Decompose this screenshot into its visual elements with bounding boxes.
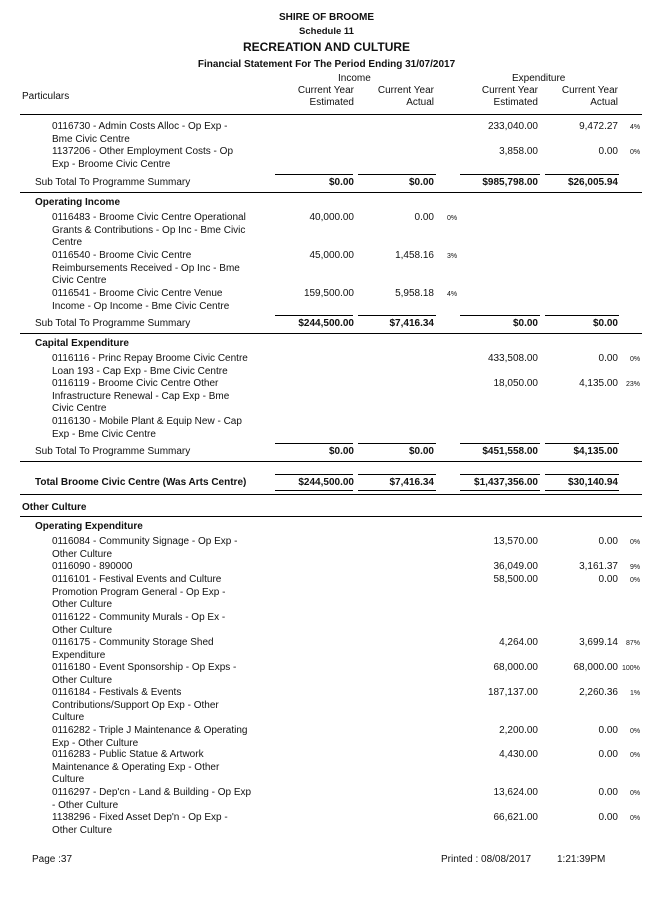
line-item: 0116541 - Broome Civic Centre Venue Income - Op Income - Bme Civic Centre <box>52 288 230 312</box>
subtotal-inc-act: $0.00 <box>408 446 434 457</box>
exp-actual: 3,161.37 <box>579 561 618 572</box>
total-rule <box>275 474 353 475</box>
line-item: 0116084 - Community Signage - Op Exp - Other Culture <box>52 536 238 560</box>
subtotal-rule <box>358 174 436 175</box>
page-number: Page :37 <box>32 854 73 865</box>
section-divider <box>20 494 642 495</box>
line-item: 0116130 - Mobile Plant & Equip New - Cap Exp - Bme Civic Centre <box>52 416 242 440</box>
total-label: Total Broome Civic Centre (Was Arts Centre) <box>35 477 247 488</box>
subtotal-label: Sub Total To Programme Summary <box>35 177 191 188</box>
section-heading: Capital Expenditure <box>35 338 129 349</box>
subtotal-rule <box>275 443 353 444</box>
subtotal-exp-act: $4,135.00 <box>573 446 618 457</box>
subtotal-label: Sub Total To Programme Summary <box>35 446 191 457</box>
exp-actual: 4,135.00 <box>579 378 618 389</box>
exp-actual: 68,000.00 <box>573 662 618 673</box>
line-item: 0116184 - Festivals & Events Contributions/Support Op Exp - Other Culture <box>52 687 219 723</box>
total-exp-act: $30,140.94 <box>567 477 618 488</box>
line-item: 0116180 - Event Sponsorship - Op Exps - Other Culture <box>52 662 237 686</box>
exp-percent: 0% <box>630 815 641 822</box>
inc-actual: 1,458.16 <box>395 250 434 261</box>
line-item: 0116730 - Admin Costs Alloc - Op Exp - Bme Civic Centre <box>52 121 228 145</box>
section-divider <box>20 516 642 517</box>
exp-percent: 87% <box>626 640 641 647</box>
exp-actual: 0.00 <box>598 146 618 157</box>
total-rule <box>358 474 436 475</box>
inc-percent: 3% <box>447 253 458 260</box>
exp-estimated: 187,137.00 <box>487 687 538 698</box>
inc-actual: 5,958.18 <box>395 288 434 299</box>
subtotal-inc-act: $0.00 <box>408 177 434 188</box>
section-heading: Operating Expenditure <box>35 521 143 532</box>
particulars-header: Particulars <box>22 91 70 102</box>
subtotal-rule <box>460 174 540 175</box>
exp-actual: 2,260.36 <box>579 687 618 698</box>
exp-actual: 0.00 <box>598 725 618 736</box>
exp-estimated: 66,621.00 <box>493 812 538 823</box>
exp-actual: 0.00 <box>598 749 618 760</box>
program-heading: Other Culture <box>22 502 87 513</box>
line-item: 0116122 - Community Murals - Op Ex - Other Culture <box>52 612 226 636</box>
inc-estimated: 40,000.00 <box>309 212 354 223</box>
line-item: 0116090 - 890000 <box>52 561 133 572</box>
printed-time: 1:21:39PM <box>557 854 606 865</box>
exp-estimated: 4,264.00 <box>499 637 538 648</box>
subtotal-rule <box>358 315 436 316</box>
line-item: 0116282 - Triple J Maintenance & Operating Exp - Other Culture <box>52 725 248 749</box>
exp-percent: 0% <box>630 149 641 156</box>
section-divider <box>20 192 642 193</box>
subtotal-inc-act: $7,416.34 <box>389 318 434 329</box>
subtotal-rule <box>545 443 619 444</box>
exp-estimated: 36,049.00 <box>493 561 538 572</box>
subtotal-rule <box>275 315 353 316</box>
total-exp-est: $1,437,356.00 <box>474 477 538 488</box>
page-title: RECREATION AND CULTURE <box>242 40 411 54</box>
subtotal-rule <box>545 315 619 316</box>
exp-estimated: 4,430.00 <box>499 749 538 760</box>
exp-estimated: 13,570.00 <box>493 536 538 547</box>
line-item: 1138296 - Fixed Asset Dep'n - Op Exp - Other Culture <box>52 812 228 836</box>
inc-estimated: 45,000.00 <box>309 250 354 261</box>
income-estimated-header: Current Year Estimated <box>297 85 354 108</box>
exp-estimated: 433,508.00 <box>487 353 538 364</box>
exp-actual: 0.00 <box>598 353 618 364</box>
inc-estimated: 159,500.00 <box>303 288 354 299</box>
exp-percent: 0% <box>630 539 641 546</box>
exp-estimated: 58,500.00 <box>493 574 538 585</box>
exp-percent: 1% <box>630 690 641 697</box>
total-rule <box>545 490 619 491</box>
exp-percent: 4% <box>630 124 641 131</box>
exp-estimated: 2,200.00 <box>499 725 538 736</box>
header-divider <box>20 114 642 115</box>
total-rule <box>358 490 436 491</box>
subtotal-exp-est: $451,558.00 <box>482 446 538 457</box>
subtotal-rule <box>275 174 353 175</box>
exp-percent: 0% <box>630 577 641 584</box>
exp-actual: 9,472.27 <box>579 121 618 132</box>
line-item: 0116540 - Broome Civic Centre Reimbursements Received - Op Inc - Bme Civic Centre <box>52 250 240 286</box>
subtotal-rule <box>460 443 540 444</box>
total-inc-act: $7,416.34 <box>389 477 434 488</box>
exp-percent: 9% <box>630 564 641 571</box>
inc-percent: 4% <box>447 291 458 298</box>
inc-percent: 0% <box>447 215 458 222</box>
expenditure-estimated-header: Current Year Estimated <box>481 85 538 108</box>
subtotal-label: Sub Total To Programme Summary <box>35 318 191 329</box>
exp-percent: 0% <box>630 752 641 759</box>
exp-actual: 3,699.14 <box>579 637 618 648</box>
expenditure-header: Expenditure <box>512 73 566 84</box>
exp-percent: 0% <box>630 790 641 797</box>
exp-percent: 0% <box>630 728 641 735</box>
exp-actual: 0.00 <box>598 536 618 547</box>
inc-actual: 0.00 <box>414 212 434 223</box>
subtotal-exp-est: $985,798.00 <box>482 177 538 188</box>
income-actual-header: Current Year Actual <box>377 85 434 108</box>
exp-percent: 23% <box>626 381 641 388</box>
line-item: 0116483 - Broome Civic Centre Operational Grants & Contributions - Op Inc - Bme Civic Centre <box>52 212 246 248</box>
section-divider <box>20 333 642 334</box>
line-item: 0116116 - Princ Repay Broome Civic Centre Loan 193 - Cap Exp - Bme Civic Centre <box>52 353 248 377</box>
exp-percent: 100% <box>622 665 640 672</box>
line-item: 0116175 - Community Storage Shed Expenditure <box>52 637 214 661</box>
expenditure-actual-header: Current Year Actual <box>561 85 618 108</box>
income-header: Income <box>338 73 371 84</box>
subtotal-inc-est: $0.00 <box>328 177 354 188</box>
total-rule <box>460 474 540 475</box>
exp-estimated: 13,624.00 <box>493 787 538 798</box>
exp-actual: 0.00 <box>598 787 618 798</box>
org-name: SHIRE OF BROOME <box>278 12 374 23</box>
subtotal-exp-act: $0.00 <box>592 318 618 329</box>
schedule-label: Schedule 11 <box>299 26 354 37</box>
exp-actual: 0.00 <box>598 574 618 585</box>
line-item: 0116297 - Dep'cn - Land & Building - Op Exp - Other Culture <box>52 787 252 811</box>
subtotal-inc-est: $0.00 <box>328 446 354 457</box>
subtotal-rule <box>545 174 619 175</box>
exp-estimated: 68,000.00 <box>493 662 538 673</box>
subtotal-exp-act: $26,005.94 <box>567 177 618 188</box>
subtotal-exp-est: $0.00 <box>512 318 538 329</box>
statement-subtitle: Financial Statement For The Period Ending 31/07/2017 <box>197 59 456 70</box>
exp-estimated: 18,050.00 <box>493 378 538 389</box>
line-item: 0116119 - Broome Civic Centre Other Infrastructure Renewal - Cap Exp - Bme Civic Centre <box>52 378 230 414</box>
line-item: 0116101 - Festival Events and Culture Promotion Program General - Op Exp - Other Culture <box>52 574 226 610</box>
subtotal-inc-est: $244,500.00 <box>298 318 354 329</box>
subtotal-rule <box>358 443 436 444</box>
section-heading: Operating Income <box>35 197 121 208</box>
exp-estimated: 3,858.00 <box>499 146 538 157</box>
total-inc-est: $244,500.00 <box>298 477 354 488</box>
line-item: 0116283 - Public Statue & Artwork Maintenance & Operating Exp - Other Culture <box>52 749 220 785</box>
total-rule <box>460 490 540 491</box>
exp-actual: 0.00 <box>598 812 618 823</box>
section-divider <box>20 461 642 462</box>
subtotal-rule <box>460 315 540 316</box>
total-rule <box>545 474 619 475</box>
exp-estimated: 233,040.00 <box>487 121 538 132</box>
printed-date: Printed : 08/08/2017 <box>441 854 532 865</box>
line-item: 1137206 - Other Employment Costs - Op Exp - Broome Civic Centre <box>52 146 234 170</box>
total-rule <box>275 490 353 491</box>
exp-percent: 0% <box>630 356 641 363</box>
